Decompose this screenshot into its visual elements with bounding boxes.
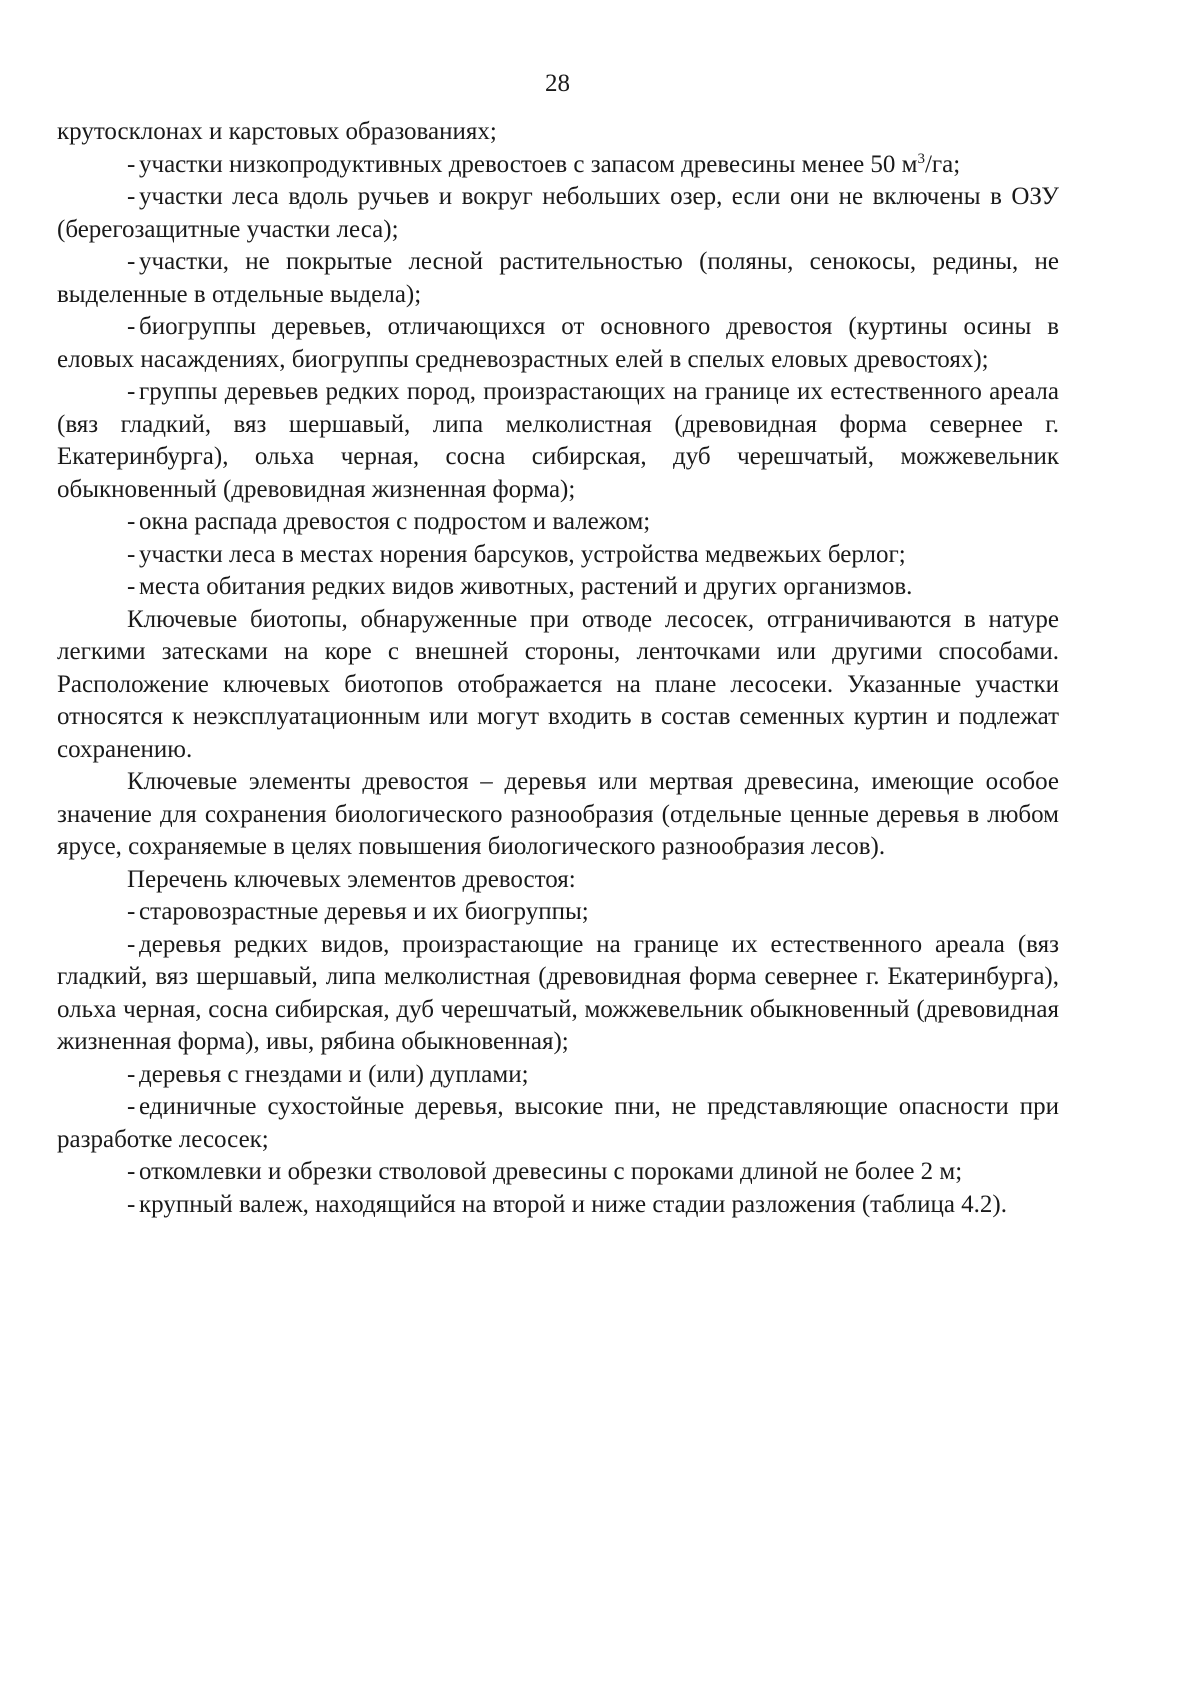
list-item — [57, 571, 1059, 604]
superscript: 3 — [917, 150, 925, 167]
dash-marker: - — [127, 930, 136, 958]
list-item-text: деревья с гнездами и (или) дуплами; — [139, 1060, 529, 1088]
dash-marker: - — [127, 1190, 136, 1218]
dash-marker: - — [127, 898, 136, 925]
list-item-text: биогруппы деревьев, отличающихся от основного древостоя (куртины осины в еловых насаждениях, биогруппы средневозрастных елей в спелых еловых древостоях); — [57, 313, 1059, 373]
paragraph-continuation: крутосклонах и карстовых образованиях; — [57, 118, 497, 145]
dash-marker: - — [127, 183, 136, 210]
list-item-text: места обитания редких видов животных, растений и других организмов. — [139, 573, 913, 600]
list-item-text: единичные сухостойные деревья, высокие пни, не представляющие опасности при разработке лесосек; — [57, 1093, 1059, 1153]
list-item — [57, 246, 1059, 311]
list-item-text: участки, не покрытые лесной растительностью (поляны, сенокосы, редины, не выделенные в отдельные выдела); — [57, 248, 1059, 308]
list-item — [57, 1059, 1059, 1092]
body-paragraph: Ключевые биотопы, обнаруженные при отводе лесосек, отграничиваются в натуре легкими затесками на коре с внешней стороны, ленточками или другими способами. Расположение ключевых биотопов отображается на плане лесосеки. Указанные участки относятся к неэксплуатационным или могут входить в состав семенных куртин и подлежат сохранению. — [57, 605, 1059, 763]
list-item-text: крупный валеж, находящийся на второй и ниже стадии разложения (таблица 4.2). — [139, 1190, 1007, 1218]
list-item — [57, 896, 1059, 929]
list-item — [57, 1091, 1059, 1156]
dash-marker: - — [127, 508, 136, 535]
list-item — [57, 311, 1059, 376]
dash-marker: - — [127, 540, 136, 568]
list-item-text: участки леса в местах норения барсуков, устройства медвежьих берлог; — [139, 540, 906, 568]
list-item — [57, 929, 1059, 1059]
document-body — [57, 116, 1059, 1221]
dash-marker: - — [127, 573, 136, 600]
body-paragraph: Перечень ключевых элементов древостоя: — [127, 865, 576, 893]
list-item — [57, 539, 1059, 572]
dash-marker: - — [127, 378, 136, 405]
page-number: 28 — [545, 70, 570, 97]
list-item-tail: /га; — [924, 150, 961, 178]
list-item-text: окна распада древостоя с подростом и валежом; — [139, 508, 651, 535]
list-item-text: старовозрастные деревья и их биогруппы; — [139, 898, 589, 925]
body-paragraph: Ключевые элементы древостоя – деревья или мертвая древесина, имеющие особое значение для сохранения биологического разнообразия (отдельные ценные деревья в любом ярусе, сохраняемые в целях повышения биологического разнообразия лесов). — [57, 768, 1059, 860]
dash-marker: - — [127, 150, 136, 178]
dash-marker: - — [127, 313, 136, 340]
list-item — [57, 506, 1059, 539]
list-item-text: группы деревьев редких пород, произрастающих на границе их естественного ареала (вяз гладкий, вяз шершавый, липа мелколистная (древовидная форма севернее г. Екатеринбурга), ольха черная, сосна сибирская, дуб черешчатый, можжевельник обыкновенный (древовидная жизненная форма); — [57, 378, 1059, 503]
list-item — [57, 181, 1059, 246]
dash-marker: - — [127, 1158, 136, 1185]
list-item-text: участки леса вдоль ручьев и вокруг небольших озер, если они не включены в ОЗУ (берегозащитные участки леса); — [57, 183, 1059, 243]
dash-marker: - — [127, 1060, 136, 1088]
dash-marker: - — [127, 1093, 136, 1120]
list-item-text: деревья редких видов, произрастающие на границе их естественного ареала (вяз гладкий, вяз шершавый, липа мелколистная (древовидная форма севернее г. Екатеринбурга), ольха черная, сосна сибирская, дуб черешчатый, можжевельник обыкновенный (древовидная жизненная форма), ивы, рябина обыкновенная); — [57, 930, 1059, 1055]
list-item — [57, 149, 1059, 182]
dash-marker: - — [127, 248, 136, 275]
list-item — [57, 1189, 1059, 1222]
list-item — [57, 376, 1059, 506]
list-item — [57, 1156, 1059, 1189]
list-item-text: откомлевки и обрезки стволовой древесины с пороками длиной не более 2 м; — [139, 1158, 963, 1185]
list-item-text: участки низкопродуктивных древостоев с запасом древесины менее 50 м — [139, 150, 918, 178]
